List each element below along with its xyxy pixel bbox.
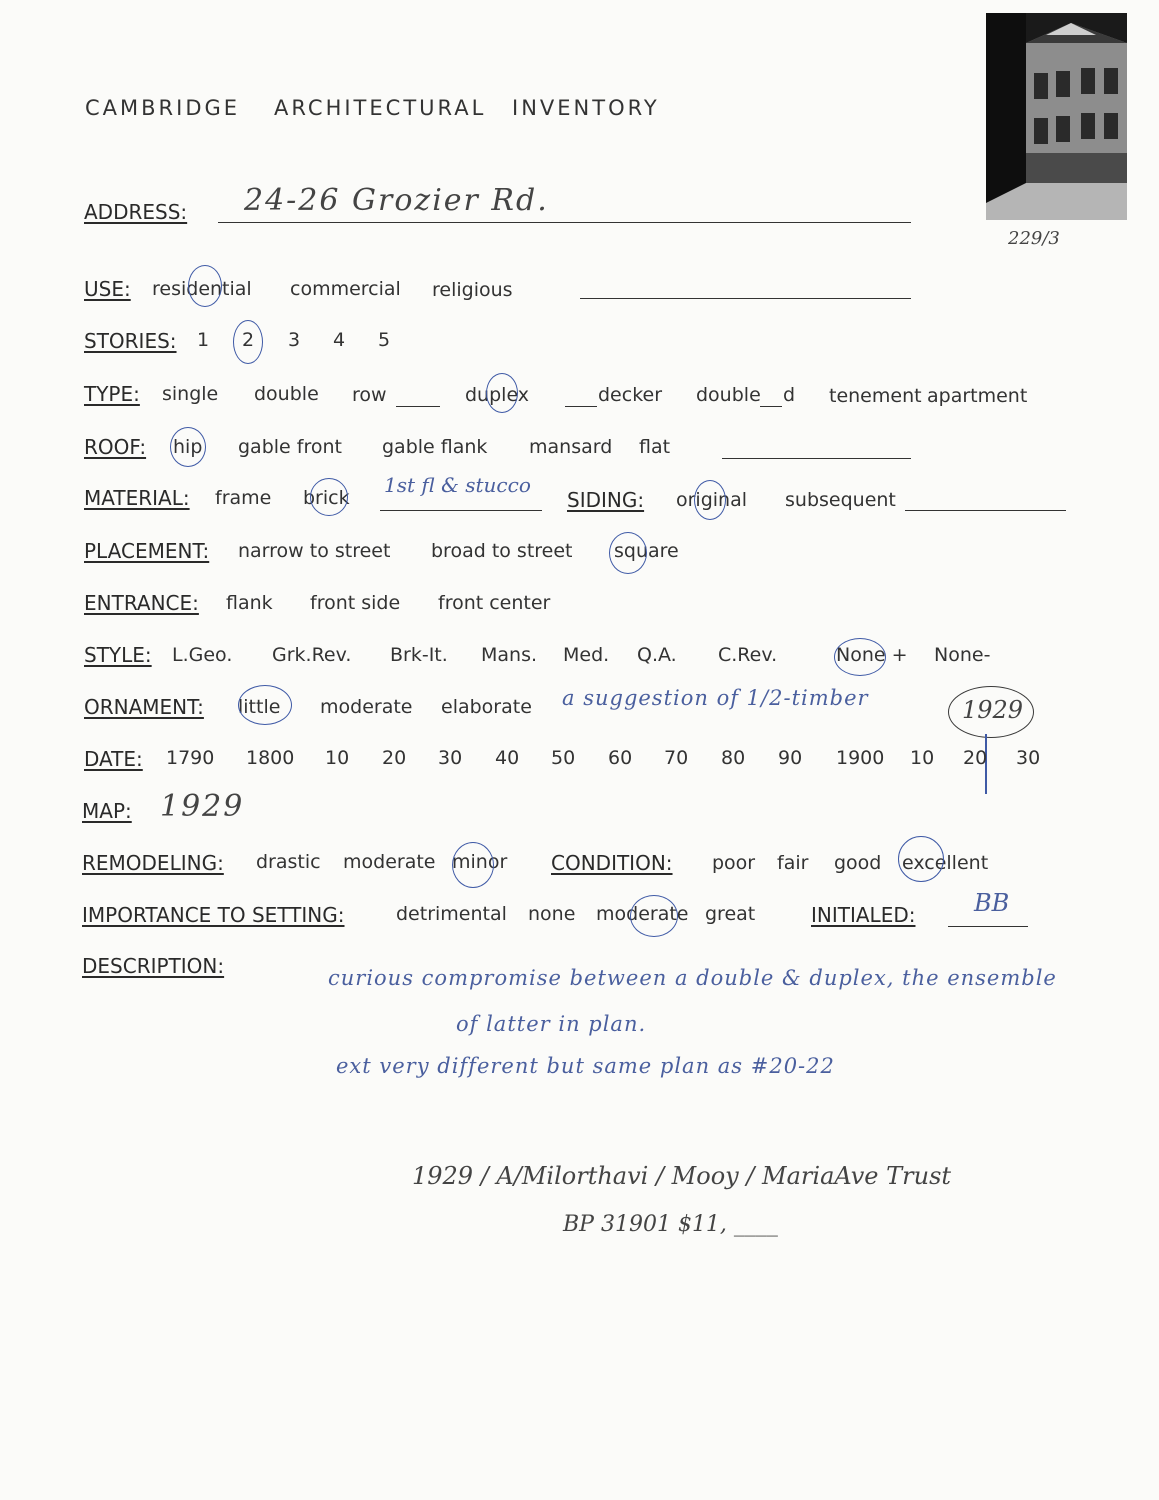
roof-hip-circle [170,427,206,467]
style-mans: Mans. [481,644,538,666]
ornament-little-circle [238,685,292,725]
type-decker-line [565,406,597,407]
stories-1: 1 [197,329,210,351]
initialed-value: BB [974,889,1010,917]
use-residential-circle [188,265,222,307]
address-line [218,222,911,223]
type-row: row [352,384,387,406]
remodeling-moderate: moderate [343,851,436,873]
type-duplex-circle [486,373,518,413]
style-med: Med. [563,644,610,666]
stories-3: 3 [288,329,301,351]
importance-moderate-circle [630,895,678,937]
placement-narrow: narrow to street [238,540,391,562]
stories-2-circle [233,320,263,364]
date-1910: 10 [910,747,935,769]
roof-flat: flat [639,436,671,458]
date-60: 60 [608,747,633,769]
use-label: USE: [84,277,131,301]
type-tenement: tenement [829,385,922,407]
remodeling-minor-circle [452,842,494,888]
importance-great: great [705,903,756,925]
importance-moderate: moderate [596,903,689,925]
form-title-cambridge: CAMBRIDGE [85,96,241,120]
condition-fair: fair [777,852,809,874]
address-value: 24-26 Grozier Rd. [244,183,549,218]
importance-none: none [528,903,576,925]
material-brick-circle [310,478,348,516]
siding-other-line [905,510,1066,511]
roof-gable-front: gable front [238,436,342,458]
roof-other-line [722,458,911,459]
roof-hip: hip [173,436,203,458]
date-50: 50 [551,747,576,769]
date-30: 30 [438,747,463,769]
type-single: single [162,383,219,405]
style-lgeo: L.Geo. [172,644,233,666]
type-duplex: duplex [465,384,530,406]
date-1900: 1900 [836,747,885,769]
roof-mansard: mansard [529,436,613,458]
type-double: double [254,383,319,405]
style-qa: Q.A. [637,644,677,666]
roof-label: ROOF: [84,435,147,459]
remodeling-label: REMODELING: [82,851,224,875]
date-1930: 30 [1016,747,1041,769]
remodeling-drastic: drastic [256,851,321,873]
permit-line-2: BP 31901 $11, ____ [563,1212,778,1237]
ornament-elaborate: elaborate [441,696,532,718]
form-title-inventory: INVENTORY [512,96,660,120]
date-80: 80 [721,747,746,769]
placement-broad: broad to street [431,540,573,562]
condition-excellent: excellent [902,852,989,874]
placement-square: square [614,540,679,562]
remodeling-minor: minor [452,851,508,873]
material-frame: frame [215,487,272,509]
date-annotation: 1929 [962,696,1024,724]
address-label: ADDRESS: [84,200,188,224]
date-70: 70 [664,747,689,769]
material-label: MATERIAL: [84,486,190,510]
form-title-architectural: ARCHITECTURAL [274,96,487,120]
type-double-d: double [696,384,761,406]
ornament-moderate: moderate [320,696,413,718]
entrance-front-center: front center [438,592,551,614]
style-brkit: Brk-It. [390,644,448,666]
entrance-flank: flank [226,592,273,614]
placement-square-circle [609,532,647,574]
building-photo [986,13,1127,220]
condition-good: good [834,852,882,874]
description-line-3: ext very different but same plan as #20-22 [336,1054,835,1078]
use-commercial: commercial [290,278,401,300]
use-residential: residential [152,278,252,300]
description-line-1: curious compromise between a double & duplex, the ensemble [328,966,1057,990]
roof-gable-flank: gable flank [382,436,488,458]
style-none-minus: None- [934,644,991,666]
material-brick: brick [303,487,350,509]
date-20: 20 [382,747,407,769]
date-label: DATE: [84,747,143,771]
siding-label: SIDING: [567,488,645,512]
stories-label: STORIES: [84,329,177,353]
permit-line-1: 1929 / A/Milorthavi / Mooy / MariaAve Trust [412,1162,952,1190]
type-apartment: apartment [927,385,1028,407]
type-row-line [396,406,440,407]
date-1800: 1800 [246,747,295,769]
material-handwritten-note: 1st fl & stucco [384,473,531,497]
description-label: DESCRIPTION: [82,954,225,978]
style-crev: C.Rev. [718,644,778,666]
date-1790: 1790 [166,747,215,769]
use-religious: religious [432,279,513,301]
condition-poor: poor [712,852,756,874]
material-other-line [380,510,542,511]
stories-4: 4 [333,329,346,351]
style-grkrev: Grk.Rev. [272,644,352,666]
use-other-line [580,298,911,299]
description-line-2: of latter in plan. [456,1012,647,1036]
siding-original-circle [694,480,726,520]
type-decker: decker [598,384,663,406]
photo-reference-number: 229/3 [1008,228,1060,249]
condition-excellent-circle [898,836,944,882]
style-none-plus-circle [834,638,886,676]
style-none-plus: None + [836,644,908,666]
importance-detrimental: detrimental [396,903,507,925]
initialed-label: INITIALED: [811,903,916,927]
placement-label: PLACEMENT: [84,539,210,563]
map-value: 1929 [160,789,245,824]
map-label: MAP: [82,799,132,823]
siding-subsequent: subsequent [785,489,896,511]
date-1920: 20 [963,747,988,769]
date-90: 90 [778,747,803,769]
style-label: STYLE: [84,643,152,667]
stories-2: 2 [242,329,255,351]
date-10: 10 [325,747,350,769]
siding-original: original [676,489,748,511]
ornament-handwritten-note: a suggestion of 1/2-timber [562,686,869,710]
condition-label: CONDITION: [551,851,673,875]
date-40: 40 [495,747,520,769]
type-double-d-suffix: d [783,384,796,406]
type-double-d-line [760,406,782,407]
ornament-little: little [238,696,281,718]
initialed-line [948,926,1028,927]
entrance-front-side: front side [310,592,401,614]
entrance-label: ENTRANCE: [84,591,199,615]
ornament-label: ORNAMENT: [84,695,204,719]
stories-5: 5 [378,329,391,351]
importance-label: IMPORTANCE TO SETTING: [82,903,345,927]
type-label: TYPE: [84,382,140,406]
